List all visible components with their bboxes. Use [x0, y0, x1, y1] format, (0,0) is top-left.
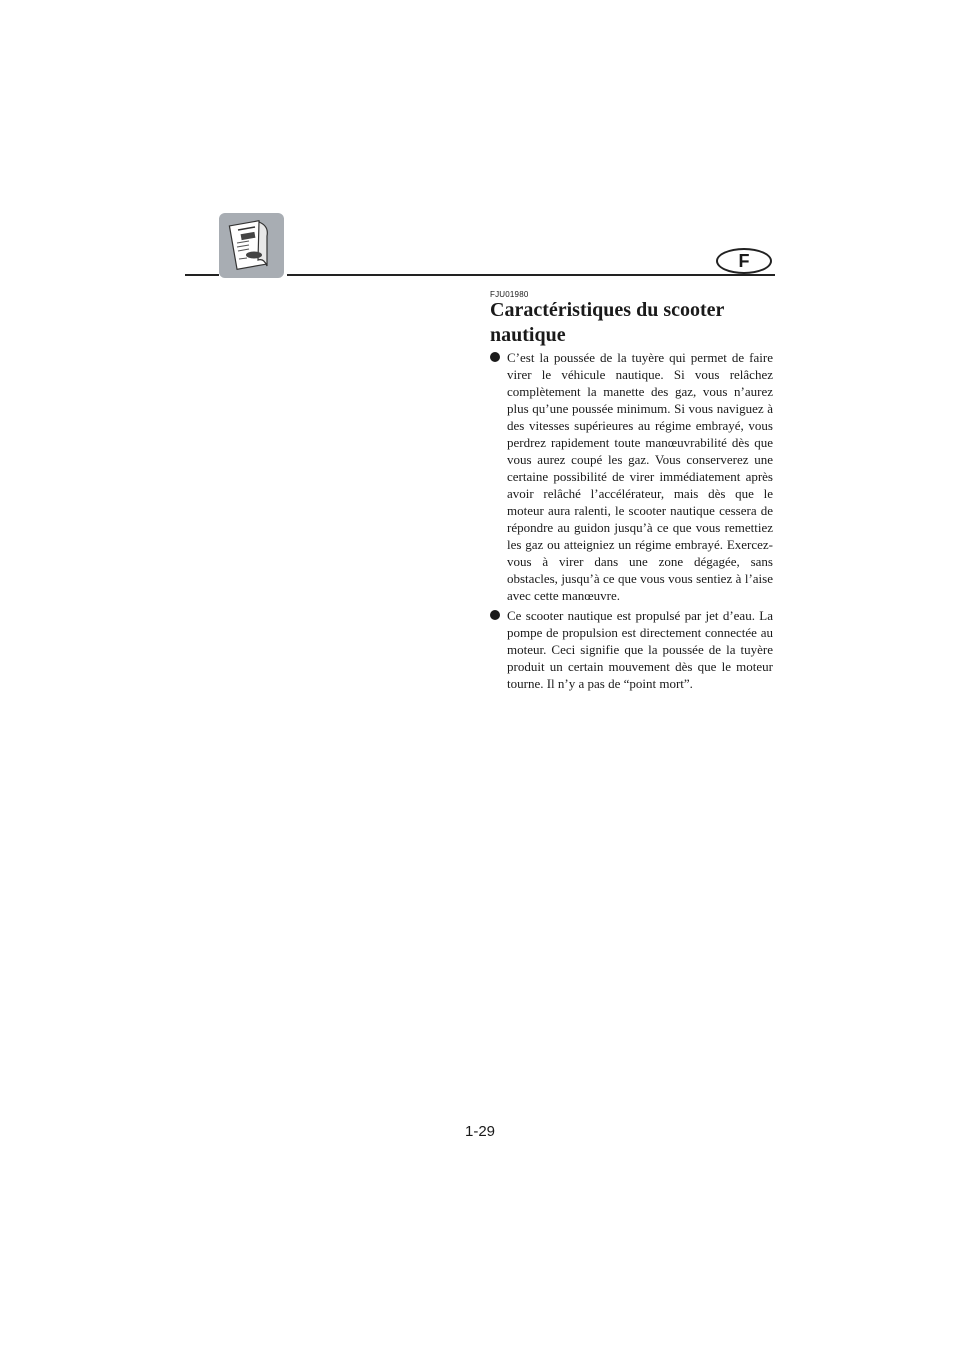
section-title: Caractéristiques du scooter nautique — [490, 299, 725, 346]
list-item — [490, 607, 773, 692]
header-rule-right — [287, 274, 775, 276]
bullet-icon — [490, 610, 500, 620]
bullet-text: Ce scooter nautique est propulsé par jet d’eau. La pompe de propulsion est directement connectée au moteur. Ceci signifie que la poussée de la tuyère produit un certain mouvement dès que le moteur tourne. Il n’y a pas de “point mort”. — [507, 608, 773, 691]
bullet-list — [490, 349, 773, 695]
bullet-icon — [490, 352, 500, 362]
language-badge: F — [716, 248, 772, 274]
list-item — [490, 349, 773, 604]
bullet-text: C’est la poussée de la tuyère qui permet de faire virer le véhicule nautique. Si vous relâchez complètement la manette des gaz, vous n’aurez plus qu’une poussée minimum. Si vous naviguez à des vitesses supérieures au régime embrayé, vous perdrez rapidement toute manœuvrabilité dès que vous aurez coupé les gaz. Vous conserverez une certaine possibilité de virer immédiatement après avoir relâché l’accélérateur, mais dès que le moteur aura ralenti, le scooter nautique cessera de répondre au guidon jusqu’à ce que vous remettiez les gaz ou atteigniez un régime embrayé. Exercez-vous à virer dans une zone dégagée, sans obstacles, jusqu’à ce que vous vous sentiez à l’aise avec cette manœuvre. — [507, 350, 773, 603]
header-rule-left — [185, 274, 219, 276]
manual-book-icon — [219, 213, 284, 278]
page-number: 1-29 — [464, 1123, 496, 1140]
section-code: FJU01980 — [490, 290, 529, 299]
